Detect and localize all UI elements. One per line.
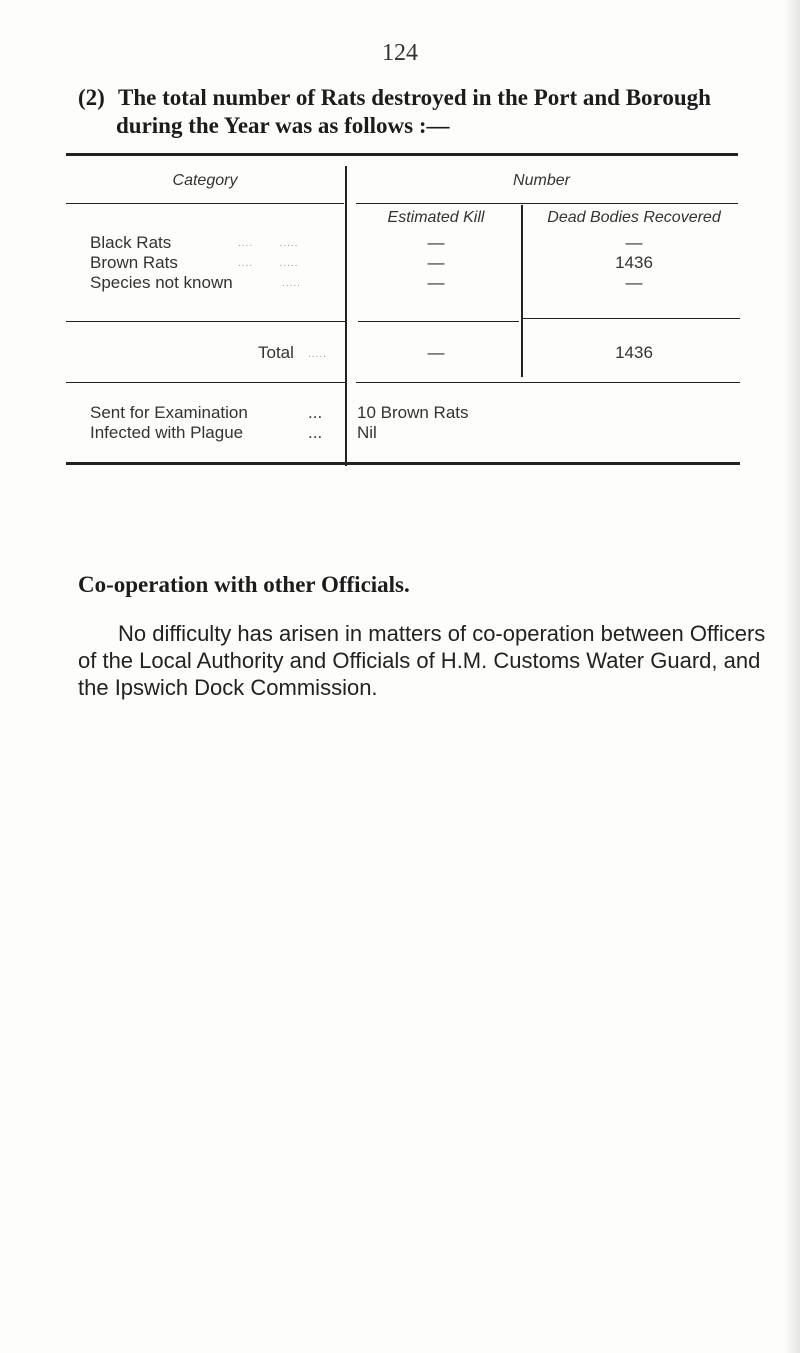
leader-dots: ... [308,403,323,422]
brown-rats-dead-bodies: 1436 [615,253,653,272]
table-bottom-rule [66,462,740,465]
total-estimated-kill: — [427,343,445,362]
black-rats-estimated-kill: — [427,233,445,252]
species-unknown-estimated-kill: — [427,273,445,292]
leader-dots: .... ..... [238,258,299,269]
leader-dots: .... ..... [238,238,299,249]
examination-top-rule-left [66,382,345,383]
number-header-rule [356,203,738,204]
black-rats-dead-bodies: — [625,233,643,252]
species-unknown-dead-bodies: — [625,273,643,292]
cooperation-paragraph: No difficulty has arisen in matters of co-operation between Officers of the Local Authority and Officials of H.M. Customs Water Guard, and the Ipswich Dock Commission. [78,621,766,700]
page-number: 124 [382,40,418,66]
brown-rats-estimated-kill: — [427,253,445,272]
sent-for-examination-label: Sent for Examination [90,403,248,422]
section-heading [78,84,758,140]
dead-bodies-header: Dead Bodies Recovered [547,209,721,226]
total-label: Total [258,343,294,362]
total-dead-bodies: 1436 [615,343,653,362]
table-top-rule [66,153,738,156]
heading-line-1: The total number of Rats destroyed in the Port and Borough [118,85,711,110]
category-header: Category [172,172,238,189]
row-label-black-rats: Black Rats [90,233,172,252]
table-sub-divider [521,205,523,377]
page-edge-shadow [784,0,800,1353]
leader-dots: ..... [308,349,327,360]
estimated-kill-header: Estimated Kill [387,209,485,226]
total-top-rule-left [66,321,345,322]
infected-with-plague-value: Nil [357,423,377,442]
heading-line-2: during the Year was as follows :— [116,113,450,138]
table-main-divider [345,166,347,466]
total-top-rule-right [523,318,740,319]
heading-number: (2) [78,85,105,110]
number-header: Number [513,172,570,189]
category-header-rule [66,203,344,204]
leader-dots: ... [308,423,323,442]
cooperation-title: Co-operation with other Officials. [78,572,410,597]
examination-top-rule-right [356,382,740,383]
sent-for-examination-value: 10 Brown Rats [357,403,469,422]
row-label-brown-rats: Brown Rats [90,253,178,272]
infected-with-plague-label: Infected with Plague [90,423,244,442]
total-top-rule-middle [358,321,519,322]
leader-dots: ..... [282,278,301,289]
row-label-species-not-known: Species not known [90,273,233,292]
